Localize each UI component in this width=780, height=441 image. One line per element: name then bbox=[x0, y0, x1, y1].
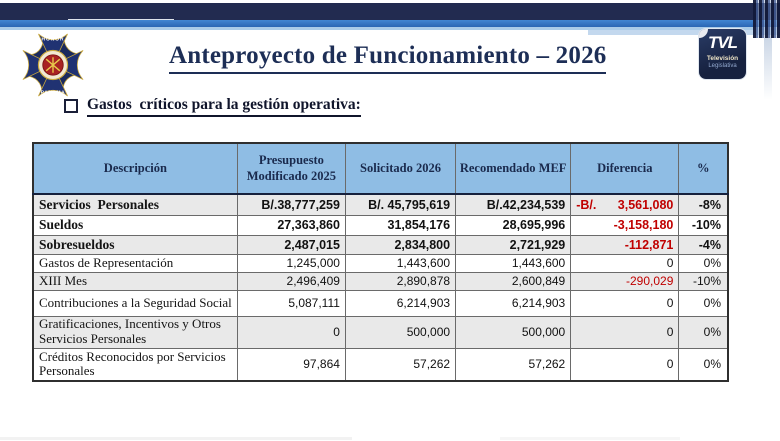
table-row bbox=[33, 235, 728, 254]
cell-recomendado-mef: 2,721,929 bbox=[456, 235, 571, 254]
cell-descripcion: Créditos Reconocidos por Servicios Personales bbox=[33, 348, 237, 381]
header-presupuesto-modificado-2025: Presupuesto Modificado 2025 bbox=[237, 143, 345, 194]
cell-descripcion: XIII Mes bbox=[33, 272, 237, 290]
cell-descripcion: Sobresueldos bbox=[33, 235, 237, 254]
header-recomendado-mef: Recomendado MEF bbox=[456, 143, 571, 194]
header-solicitado-2026: Solicitado 2026 bbox=[345, 143, 455, 194]
cell-diferencia: 0 bbox=[571, 254, 679, 272]
cell-solicitado-2026: 6,214,903 bbox=[345, 290, 455, 316]
cell-diferencia: -290,029 bbox=[571, 272, 679, 290]
cell-solicitado-2026: 500,000 bbox=[345, 316, 455, 348]
table-row bbox=[33, 290, 728, 316]
cell-diferencia: -3,158,180 bbox=[571, 215, 679, 235]
header-descripcion: Descripción bbox=[33, 143, 237, 194]
budget-table-body bbox=[33, 194, 728, 381]
cell-diferencia: 0 bbox=[571, 316, 679, 348]
cell-presupuesto-2025: 5,087,111 bbox=[237, 290, 345, 316]
cell-porcentaje: -10% bbox=[679, 215, 728, 235]
cell-presupuesto-2025: 0 bbox=[237, 316, 345, 348]
cell-presupuesto-2025: 97,864 bbox=[237, 348, 345, 381]
slide-title: Anteproyecto de Funcionamiento – 2026 bbox=[169, 42, 606, 74]
table-row bbox=[33, 194, 728, 215]
decor-step-right bbox=[588, 30, 780, 35]
table-row bbox=[33, 316, 728, 348]
cell-solicitado-2026: 57,262 bbox=[345, 348, 455, 381]
cell-recomendado-mef: 28,695,996 bbox=[456, 215, 571, 235]
cell-descripcion: Contribuciones a la Seguridad Social bbox=[33, 290, 237, 316]
top-blue-stripe bbox=[0, 20, 780, 27]
cell-porcentaje: 0% bbox=[679, 254, 728, 272]
cell-solicitado-2026: B/. 45,795,619 bbox=[345, 194, 455, 215]
cell-porcentaje: 0% bbox=[679, 316, 728, 348]
cell-diferencia: 0 bbox=[571, 290, 679, 316]
cell-solicitado-2026: 2,890,878 bbox=[345, 272, 455, 290]
cell-recomendado-mef: 1,443,600 bbox=[456, 254, 571, 272]
badge-text-panama: PANAMA bbox=[40, 90, 66, 96]
table-row bbox=[33, 254, 728, 272]
tvl-line2: Legislativa bbox=[708, 63, 737, 69]
bottom-edge-line bbox=[0, 437, 352, 440]
cell-diferencia: 0 bbox=[571, 348, 679, 381]
badge-text-honor: HONOR bbox=[41, 37, 65, 43]
tvl-acronym: TVL bbox=[707, 33, 738, 52]
cell-descripcion: Sueldos bbox=[33, 215, 237, 235]
table-header-row bbox=[33, 143, 728, 194]
header-porcentaje: % bbox=[679, 143, 728, 194]
cell-porcentaje: -10% bbox=[679, 272, 728, 290]
table-row bbox=[33, 272, 728, 290]
subtitle-text: Gastos críticos para la gestión operativa: bbox=[87, 96, 361, 117]
cell-porcentaje: -4% bbox=[679, 235, 728, 254]
header-diferencia: Diferencia bbox=[571, 143, 679, 194]
top-navy-bar bbox=[0, 3, 780, 20]
table-row bbox=[33, 348, 728, 381]
cell-porcentaje: -8% bbox=[679, 194, 728, 215]
square-bullet-icon bbox=[64, 99, 78, 113]
cell-solicitado-2026: 1,443,600 bbox=[345, 254, 455, 272]
cell-porcentaje: 0% bbox=[679, 290, 728, 316]
fire-department-badge-logo bbox=[12, 31, 94, 99]
cell-presupuesto-2025: 2,496,409 bbox=[237, 272, 345, 290]
budget-table bbox=[32, 142, 729, 382]
cell-recomendado-mef: B/.42,234,539 bbox=[456, 194, 571, 215]
slide-subtitle bbox=[64, 96, 361, 117]
cell-descripcion: Servicios Personales bbox=[33, 194, 237, 215]
cell-diferencia: -112,871 bbox=[571, 235, 679, 254]
corner-fade-decoration bbox=[764, 38, 772, 100]
tvl-line1: Televisión bbox=[706, 55, 739, 62]
cell-presupuesto-2025: 1,245,000 bbox=[237, 254, 345, 272]
cell-presupuesto-2025: B/.38,777,259 bbox=[237, 194, 345, 215]
cell-solicitado-2026: 31,854,176 bbox=[345, 215, 455, 235]
table-row bbox=[33, 215, 728, 235]
cell-porcentaje: 0% bbox=[679, 348, 728, 381]
cell-descripcion: Gastos de Representación bbox=[33, 254, 237, 272]
cell-recomendado-mef: 2,600,849 bbox=[456, 272, 571, 290]
cell-presupuesto-2025: 27,363,860 bbox=[237, 215, 345, 235]
cell-presupuesto-2025: 2,487,015 bbox=[237, 235, 345, 254]
cell-recomendado-mef: 57,262 bbox=[456, 348, 571, 381]
tvl-televisión-legislativa-logo bbox=[699, 29, 746, 79]
bottom-edge-line bbox=[500, 437, 680, 440]
cell-recomendado-mef: 6,214,903 bbox=[456, 290, 571, 316]
cell-descripcion: Gratificaciones, Incentivos y Otros Servicios Personales bbox=[33, 316, 237, 348]
currency-prefix: -B/. bbox=[576, 197, 597, 212]
cell-recomendado-mef: 500,000 bbox=[456, 316, 571, 348]
cell-solicitado-2026: 2,834,800 bbox=[345, 235, 455, 254]
corner-stripes-decoration bbox=[753, 0, 780, 38]
cell-diferencia: -B/. 3,561,080 bbox=[571, 194, 679, 215]
